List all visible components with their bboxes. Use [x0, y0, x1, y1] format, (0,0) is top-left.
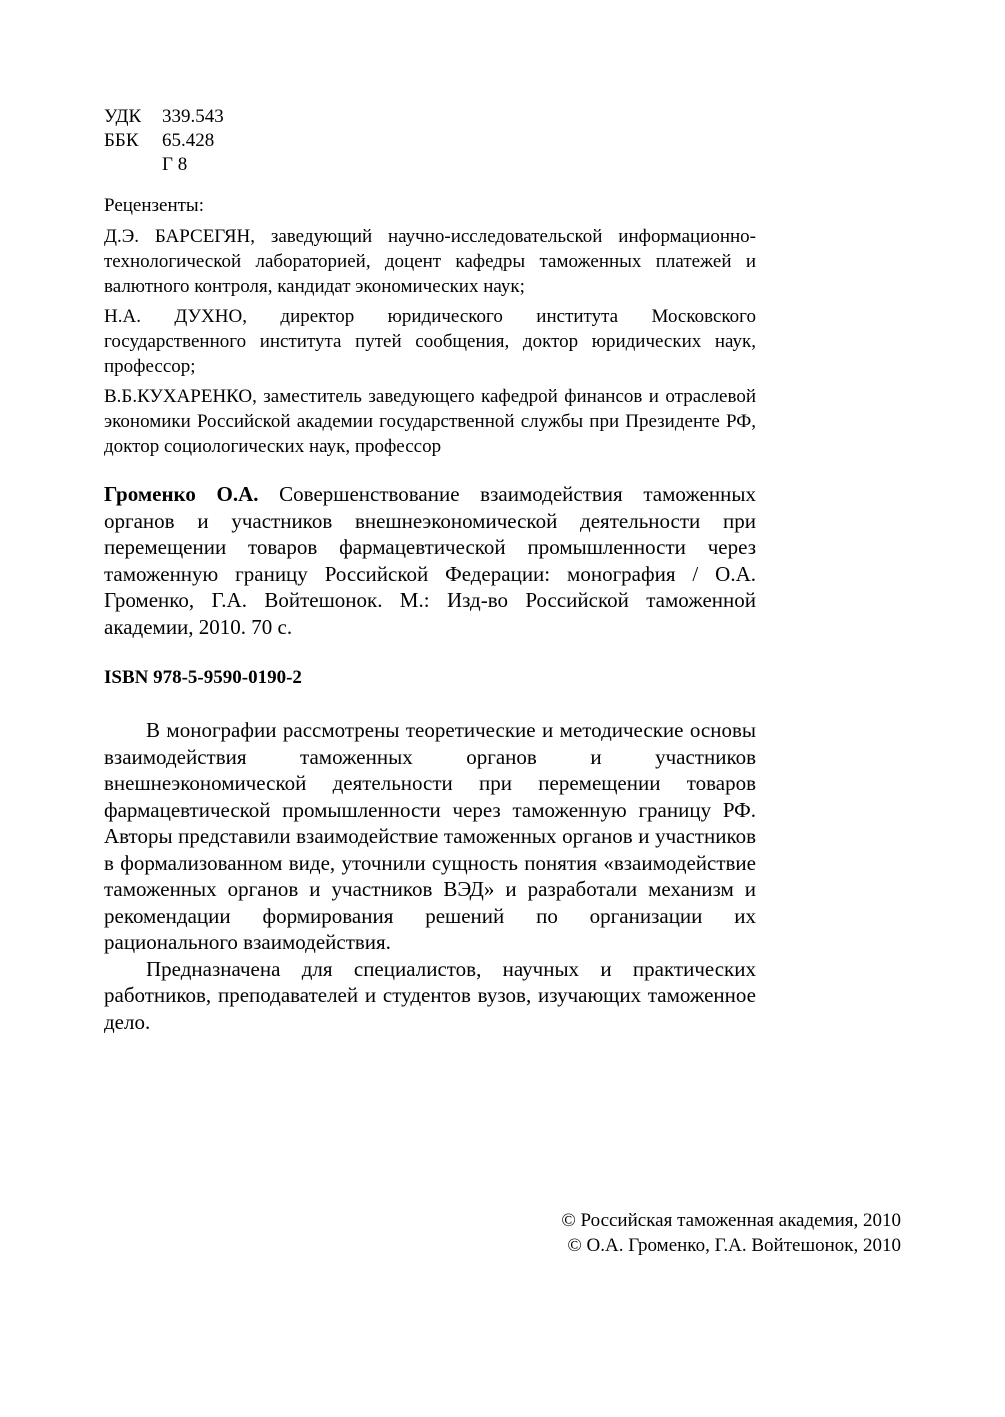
code-value: 339.543 [162, 106, 224, 127]
code-label: УДК [104, 106, 142, 127]
code-label [104, 153, 162, 177]
citation-text: Совершенствование взаимодействия таможенных органов и участников внешнеэкономической деятельности при перемещении товаров фармацевтической промышленности через таможенную границу Российской Федерации: монография / О.А. Громенко, Г.А. Войтешонок. М.: Изд-во Российской таможенной академии, 2010. 70 с. [104, 482, 756, 639]
reviewers-heading: Рецензенты: [104, 195, 204, 216]
code-label: ББК [104, 130, 139, 151]
title-page-reverse [104, 105, 756, 1035]
copyright-line: © О.А. Громенко, Г.А. Войтешонок, 2010 [567, 1235, 901, 1256]
reviewer-item: Н.А. ДУХНО, директор юридического института Московского государственного института путей сообщения, доктор юридических наук, профессор; [104, 306, 756, 377]
bbk-code [104, 129, 756, 153]
code-value: 65.428 [162, 130, 215, 151]
reviewer-item: В.Б.КУХАРЕНКО, заместитель заведующего кафедрой финансов и отраслевой экономики Российской академии государственной службы при Президенте РФ, доктор социологических наук, профессор [104, 386, 756, 457]
udc-code [104, 105, 756, 129]
citation-author: Громенко О.А. [104, 482, 259, 506]
abstract-paragraph: Предназначена для специалистов, научных и практических работников, преподавателей и студентов вузов, изучающих таможенное дело. [104, 956, 756, 1034]
copyright-line: © Российская таможенная академия, 2010 [561, 1210, 901, 1231]
abstract [104, 717, 756, 1035]
reviewers-list [104, 224, 756, 459]
classification-codes [104, 105, 756, 177]
author-mark [104, 153, 756, 177]
reviewer-item: Д.Э. БАРСЕГЯН, заведующий научно-исследовательской информационно-технологической лабораторией, доцент кафедры таможенных платежей и валютного контроля, кандидат экономических наук; [104, 226, 756, 297]
code-value: Г 8 [162, 154, 188, 175]
copyright-block [561, 1208, 901, 1258]
isbn: ISBN 978-5-9590-0190-2 [104, 667, 302, 688]
bibliographic-citation [104, 481, 756, 640]
abstract-paragraph: В монографии рассмотрены теоретические и методические основы взаимодействия таможенных органов и участников внешнеэкономической деятельности при перемещении товаров фармацевтической промышленности через таможенную границу РФ. Авторы представили взаимодействие таможенных органов и участников в формализованном виде, уточнили сущность понятия «взаимодействие таможенных органов и участников ВЭД» и разработали механизм и рекомендации формирования решений по организации их рационального взаимодействия. [104, 718, 756, 954]
